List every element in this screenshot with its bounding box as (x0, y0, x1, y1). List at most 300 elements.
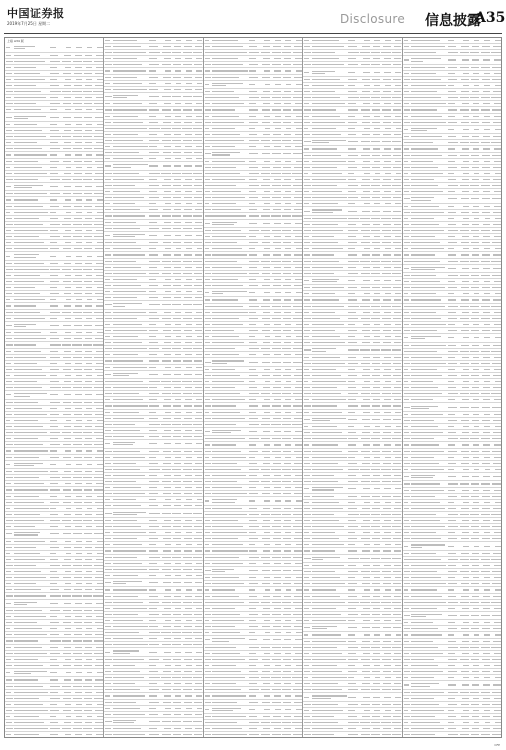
table-cell (113, 267, 149, 268)
table-cell (14, 116, 50, 119)
table-cell (113, 330, 149, 331)
table-cell (104, 77, 113, 78)
print-texture (272, 153, 280, 154)
table-cell (14, 142, 50, 143)
table-cell (212, 248, 248, 249)
table-cell (82, 263, 93, 264)
table-cell (161, 614, 172, 615)
print-texture (113, 242, 136, 243)
print-texture (175, 70, 181, 71)
table-cell (104, 374, 113, 375)
table-cell (271, 550, 282, 551)
table-cell (14, 242, 50, 243)
print-texture (14, 426, 43, 427)
table-cell (161, 173, 172, 174)
print-texture (149, 179, 157, 180)
table-cell (72, 218, 83, 219)
print-texture (186, 457, 192, 458)
table-cell (50, 653, 61, 654)
print-texture (50, 514, 58, 515)
print-texture (113, 659, 144, 660)
print-texture (296, 324, 302, 325)
print-texture (113, 70, 146, 71)
table-cell (61, 67, 72, 68)
table-cell (192, 261, 203, 262)
table-cell (260, 550, 271, 551)
print-texture (6, 520, 13, 521)
table-cell (192, 721, 203, 722)
print-texture (163, 405, 171, 406)
table-cell (271, 381, 282, 382)
print-texture (6, 375, 10, 376)
print-texture (14, 477, 39, 478)
table-cell (50, 610, 61, 611)
print-texture (113, 342, 142, 343)
table-cell (281, 97, 292, 98)
table-cell (14, 312, 50, 313)
table-cell (182, 393, 193, 394)
print-texture (194, 152, 202, 153)
print-texture (64, 186, 71, 187)
print-texture (294, 77, 302, 78)
table-cell (82, 318, 93, 319)
print-texture (113, 689, 140, 690)
print-texture (163, 538, 171, 539)
print-texture (86, 616, 93, 617)
print-texture (105, 297, 111, 298)
table-cell (249, 203, 260, 204)
print-texture (14, 257, 37, 258)
print-texture (196, 146, 203, 147)
print-texture (63, 533, 71, 534)
table-cell (182, 387, 193, 388)
print-texture (6, 483, 11, 484)
table-cell (204, 508, 213, 509)
print-texture (194, 689, 203, 690)
print-texture (162, 140, 171, 141)
table-cell (5, 224, 14, 225)
table-cell (72, 47, 83, 48)
table-cell (192, 342, 203, 343)
print-texture (64, 263, 71, 264)
table-cell (281, 173, 292, 174)
print-texture (50, 634, 59, 635)
table-cell (292, 146, 303, 147)
table-cell (161, 77, 172, 78)
print-texture (149, 83, 155, 84)
table-row (5, 252, 103, 261)
table-cell (149, 360, 160, 361)
table-cell (260, 520, 271, 521)
print-texture (94, 269, 103, 270)
print-texture (14, 665, 43, 666)
print-texture (272, 557, 281, 558)
print-texture (64, 438, 71, 439)
print-texture (113, 234, 145, 235)
table-cell (161, 399, 172, 400)
print-texture (174, 596, 181, 597)
print-texture (6, 130, 12, 131)
print-texture (6, 450, 11, 451)
table-cell (5, 571, 14, 572)
print-texture (113, 134, 138, 135)
table-cell (61, 387, 72, 388)
print-texture (272, 438, 281, 439)
table-cell (14, 489, 50, 490)
print-texture (65, 583, 71, 584)
print-texture (165, 620, 171, 621)
print-texture (86, 332, 92, 333)
print-texture (14, 136, 47, 137)
print-texture (249, 203, 256, 204)
print-texture (14, 185, 43, 186)
print-texture (149, 209, 158, 210)
print-texture (74, 414, 82, 415)
print-texture (205, 203, 209, 204)
table-cell (161, 203, 172, 204)
print-texture (183, 734, 192, 735)
print-texture (149, 463, 158, 464)
print-texture (63, 117, 71, 118)
print-texture (183, 261, 192, 262)
table-cell (161, 215, 172, 216)
table-cell (113, 222, 149, 223)
table-cell (104, 109, 113, 110)
table-cell (72, 381, 83, 382)
table-cell (161, 354, 172, 355)
print-texture (75, 734, 82, 735)
table-cell (14, 287, 50, 288)
table-cell (281, 354, 292, 355)
table-cell (271, 173, 282, 174)
table-cell (161, 721, 172, 722)
table-cell (61, 565, 72, 566)
print-texture (149, 191, 156, 192)
print-texture (183, 109, 191, 110)
table-cell (281, 140, 292, 141)
print-texture (163, 330, 171, 331)
print-texture (149, 318, 159, 319)
print-texture (175, 620, 181, 621)
print-texture (113, 222, 135, 223)
table-cell (161, 569, 172, 570)
print-texture (87, 256, 93, 257)
print-texture (212, 451, 241, 452)
table-cell (161, 279, 172, 280)
print-texture (105, 405, 111, 406)
print-texture (96, 230, 103, 231)
table-cell (182, 70, 193, 71)
table-cell (50, 55, 61, 56)
print-texture (6, 199, 11, 200)
print-texture (185, 520, 192, 521)
print-texture (63, 653, 72, 654)
print-texture (75, 483, 82, 484)
print-texture (183, 557, 192, 558)
table-cell (14, 532, 50, 535)
print-texture (50, 344, 61, 345)
table-cell (149, 575, 160, 576)
table-cell (192, 40, 203, 41)
table-cell (50, 464, 61, 465)
print-texture (73, 477, 82, 478)
table-cell (5, 281, 14, 282)
table-cell (149, 165, 160, 166)
print-texture (105, 291, 109, 292)
table-cell (149, 644, 160, 645)
print-texture (193, 469, 202, 470)
table-cell (113, 695, 149, 696)
print-texture (262, 273, 271, 274)
table-cell (281, 375, 292, 376)
print-texture (6, 402, 13, 403)
table-cell (292, 500, 303, 501)
table-cell (50, 338, 61, 339)
table-cell (72, 659, 83, 660)
table-cell (281, 46, 292, 47)
print-texture (264, 487, 270, 488)
print-texture (86, 659, 92, 660)
table-cell (149, 626, 160, 627)
table-cell (104, 96, 113, 97)
table-cell (204, 318, 213, 319)
print-texture (174, 267, 181, 268)
table-cell (14, 640, 50, 641)
print-texture (72, 91, 81, 92)
print-texture (50, 130, 59, 131)
print-texture (212, 152, 240, 153)
print-texture (105, 487, 110, 488)
page-label: A35 (475, 10, 506, 26)
table-cell (212, 499, 248, 502)
print-texture (14, 275, 40, 276)
print-texture (194, 405, 202, 406)
print-texture (113, 158, 143, 159)
table-cell (249, 393, 260, 394)
table-cell (271, 261, 282, 262)
table-cell (271, 242, 282, 243)
print-texture (172, 52, 181, 53)
table-cell (82, 559, 93, 560)
table-cell (271, 215, 282, 216)
print-texture (176, 544, 182, 545)
print-texture (105, 360, 111, 361)
print-texture (97, 199, 103, 200)
table-cell (212, 418, 248, 419)
table-cell (182, 267, 193, 268)
print-texture (105, 179, 110, 180)
print-texture (205, 261, 212, 262)
table-cell (171, 557, 182, 558)
print-texture (96, 647, 103, 648)
table-cell (292, 431, 303, 432)
print-texture (65, 659, 71, 660)
table-cell (292, 173, 303, 174)
table-cell (5, 269, 14, 270)
print-texture (205, 173, 212, 174)
print-texture (212, 532, 247, 533)
table-cell (182, 374, 193, 375)
print-texture (50, 97, 58, 98)
print-texture (212, 330, 234, 331)
table-cell (72, 206, 83, 207)
print-texture (113, 444, 133, 445)
table-cell (5, 520, 14, 521)
table-cell (82, 236, 93, 237)
table-cell (149, 505, 160, 506)
print-texture (86, 526, 93, 527)
print-texture (74, 679, 82, 680)
print-texture (173, 481, 182, 482)
table-cell (104, 638, 113, 639)
print-texture (14, 408, 43, 409)
print-texture (293, 185, 302, 186)
print-texture (87, 47, 93, 48)
print-texture (194, 64, 202, 65)
table-cell (281, 58, 292, 59)
table-cell (271, 375, 282, 376)
print-texture (174, 122, 182, 123)
print-texture (212, 58, 238, 59)
print-texture (283, 405, 291, 406)
print-texture (72, 595, 81, 596)
print-texture (113, 360, 143, 361)
print-texture (294, 550, 301, 551)
table-cell (204, 342, 213, 343)
print-texture (64, 394, 71, 395)
print-texture (205, 215, 212, 216)
table-cell (260, 387, 271, 388)
table-cell (212, 197, 248, 198)
table-cell (93, 299, 104, 300)
table-cell (72, 55, 83, 56)
table-cell (192, 203, 203, 204)
table-cell (182, 575, 193, 576)
table-cell (82, 332, 93, 333)
print-texture (14, 526, 36, 527)
print-texture (149, 538, 158, 539)
table-cell (104, 387, 113, 388)
table-cell (14, 148, 50, 149)
table-cell (260, 122, 271, 123)
table-cell (204, 215, 213, 216)
table-cell (14, 124, 50, 125)
print-texture (105, 242, 111, 243)
print-texture (86, 541, 92, 542)
table-cell (82, 218, 93, 219)
table-cell (171, 505, 182, 506)
print-texture (6, 357, 13, 358)
print-texture (14, 193, 48, 194)
table-cell (171, 532, 182, 533)
print-texture (165, 116, 171, 117)
table-cell (281, 399, 292, 400)
table-cell (260, 299, 271, 300)
table-cell (72, 236, 83, 237)
table-cell (161, 665, 172, 666)
table-cell (271, 146, 282, 147)
table-cell (260, 140, 271, 141)
print-texture (212, 224, 233, 225)
print-texture (85, 55, 92, 56)
print-texture (205, 254, 211, 255)
table-cell (281, 544, 292, 545)
table-cell (5, 47, 14, 48)
table-cell (82, 79, 93, 80)
print-texture (149, 550, 157, 551)
table-cell (50, 514, 61, 515)
print-texture (149, 52, 159, 53)
table-cell (182, 620, 193, 621)
table-cell (72, 514, 83, 515)
print-texture (14, 686, 43, 687)
print-texture (162, 526, 171, 527)
print-texture (212, 185, 236, 186)
print-texture (113, 695, 145, 696)
print-texture (65, 526, 72, 527)
print-texture (174, 179, 181, 180)
print-texture (6, 167, 10, 168)
print-texture (62, 387, 71, 388)
table-cell (61, 375, 72, 376)
print-texture (105, 418, 111, 419)
table-cell (5, 173, 14, 174)
print-texture (249, 167, 258, 168)
table-cell (82, 109, 93, 110)
table-cell (50, 616, 61, 617)
table-cell (113, 677, 149, 678)
table-cell (72, 344, 83, 345)
table-cell (104, 336, 113, 337)
table-cell (249, 52, 260, 53)
print-texture (50, 589, 59, 590)
table-cell (249, 209, 260, 210)
print-texture (212, 285, 242, 286)
table-cell (50, 318, 61, 319)
table-cell (182, 475, 193, 476)
table-cell (271, 399, 282, 400)
print-texture (50, 293, 59, 294)
print-texture (296, 161, 302, 162)
table-cell (260, 369, 271, 370)
table-cell (113, 303, 149, 306)
print-texture (249, 242, 258, 243)
print-texture (249, 292, 256, 293)
table-cell (281, 424, 292, 425)
table-cell (271, 463, 282, 464)
print-texture (212, 83, 243, 84)
table-cell (204, 538, 213, 539)
table-cell (249, 318, 260, 319)
print-texture (262, 375, 270, 376)
table-cell (93, 477, 104, 478)
print-texture (65, 704, 71, 705)
print-texture (212, 134, 239, 135)
table-cell (212, 375, 248, 376)
table-cell (61, 716, 72, 717)
table-cell (104, 734, 113, 735)
table-cell (50, 299, 61, 300)
print-texture (212, 499, 237, 500)
print-texture (85, 173, 93, 174)
print-texture (14, 463, 44, 464)
table-cell (149, 469, 160, 470)
print-texture (283, 64, 292, 65)
print-texture (74, 369, 82, 370)
table-cell (93, 256, 104, 257)
print-texture (14, 457, 39, 458)
print-texture (175, 563, 182, 564)
